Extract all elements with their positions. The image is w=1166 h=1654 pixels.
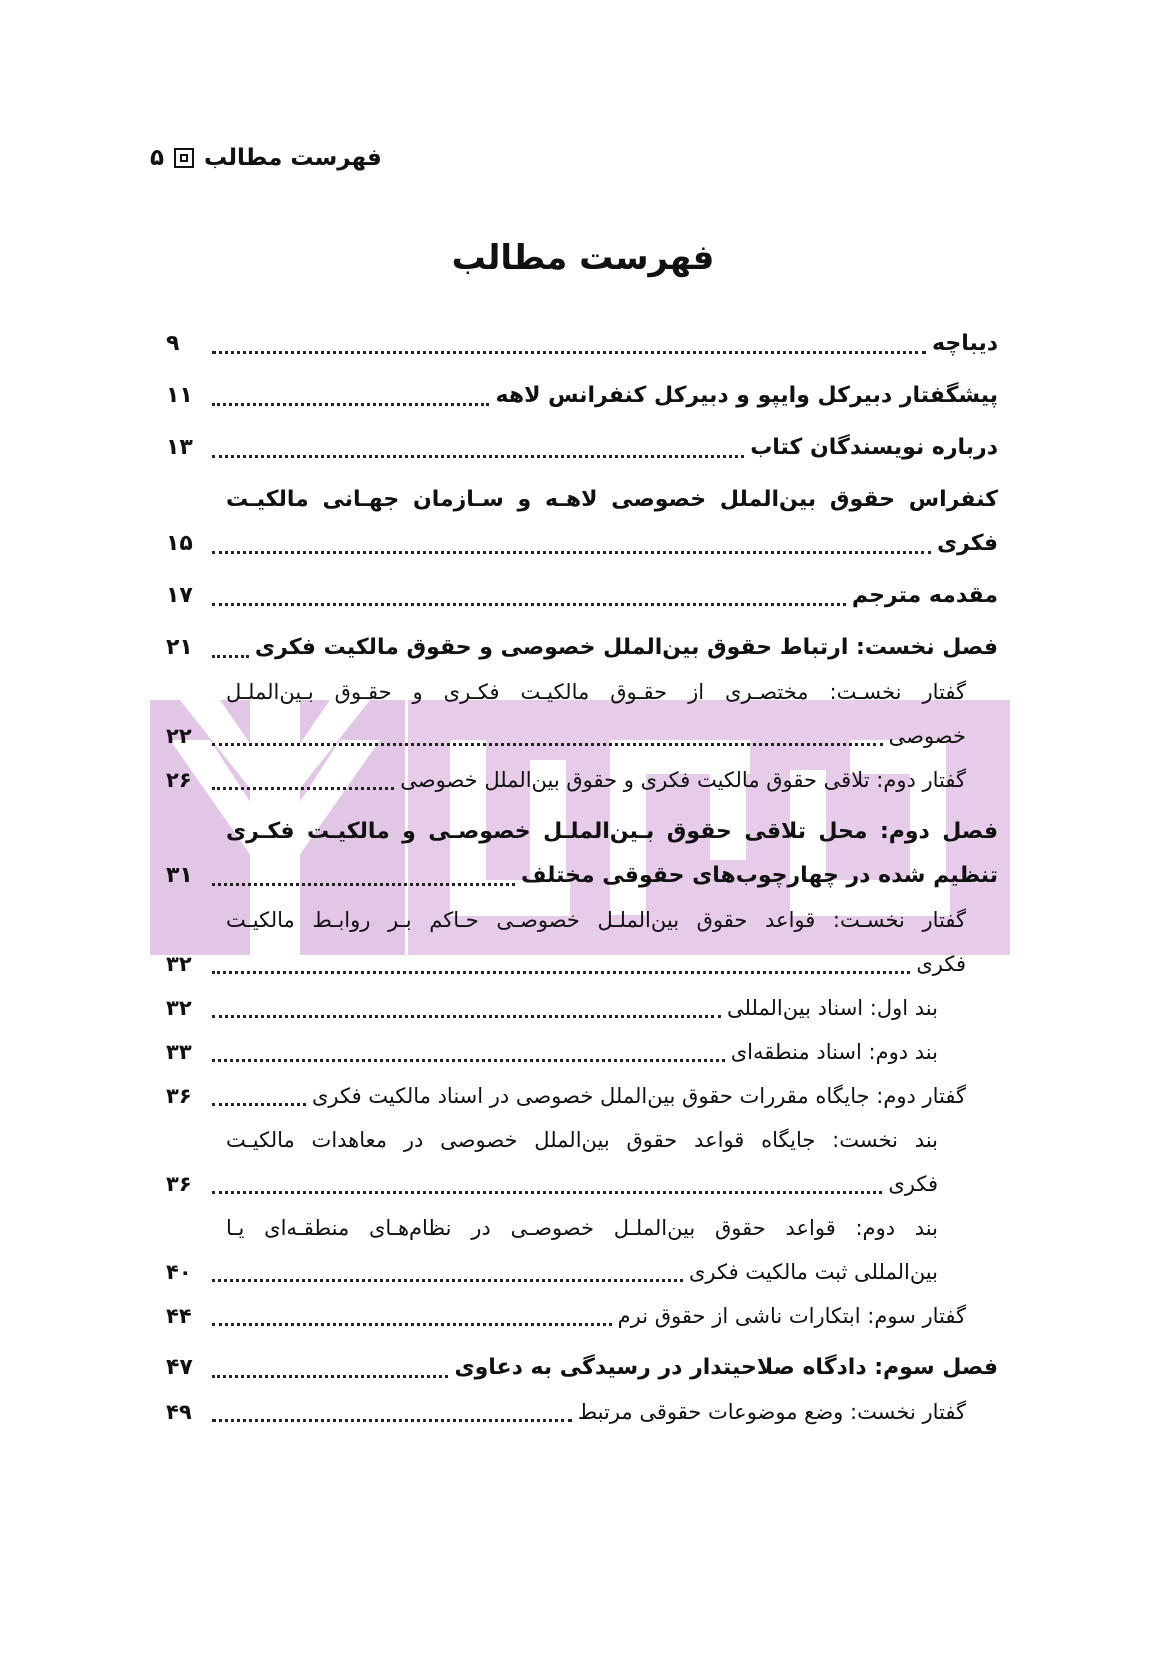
toc-entry-page: ۳۳	[166, 1040, 192, 1064]
page-number: ۵	[150, 145, 165, 171]
dot-leader	[212, 1191, 882, 1194]
toc-entry-title: بین‌المللی ثبت مالکیت فکری	[688, 1260, 938, 1284]
dot-leader	[212, 1279, 683, 1282]
dot-leader	[212, 403, 489, 406]
toc-entry-first-line: بند نخست: جایگاه قواعد حقوق بین‌الملل خصوصی در معاهدات مالکیـت	[226, 1128, 938, 1152]
toc-entry[interactable]	[166, 626, 998, 670]
toc-spacer	[166, 470, 998, 478]
toc-entry-first-line: بند دوم: قواعد حقوق بین‌الملـل خصوصـی در نظام‌هـای منطقـه‌ای یـا	[226, 1216, 938, 1240]
toc-entry-page: ۳۶	[166, 1084, 192, 1108]
toc-entry-page: ۱۱	[166, 383, 193, 408]
toc-entry[interactable]	[166, 1390, 998, 1434]
toc-entry-page: ۲۱	[166, 635, 193, 660]
dot-leader	[212, 743, 883, 746]
dot-leader	[212, 883, 515, 886]
dot-leader	[212, 1103, 306, 1106]
toc-spacer	[166, 802, 998, 810]
toc-entry-title: فکری	[936, 531, 998, 556]
toc-entry-page: ۴۷	[166, 1355, 193, 1380]
toc-entry-first-line: گفتار نخسـت: مختصـری از حقـوق مالکیـت فکـری و حقـوق بـین‌الملـل	[226, 680, 966, 704]
toc-entry-page: ۳۲	[166, 996, 192, 1020]
toc-entry[interactable]	[166, 322, 998, 366]
dot-leader	[212, 351, 926, 354]
toc-entry-page: ۱۷	[166, 583, 193, 608]
toc-entry-page: ۳۲	[166, 952, 192, 976]
toc-entry[interactable]	[166, 1250, 998, 1294]
toc-entry-title: مقدمه مترجم	[851, 583, 998, 608]
running-header-title: فهرست مطالب	[204, 145, 382, 171]
dot-leader	[212, 655, 249, 658]
toc-entry-title: پیشگفتار دبیرکل وایپو و دبیرکل کنفرانس لاهه	[495, 383, 998, 408]
toc-entry[interactable]	[166, 854, 998, 898]
dot-leader	[212, 1375, 448, 1378]
toc-spacer	[166, 1338, 998, 1346]
toc-entry-first-line: گفتار نخسـت: قواعد حقوق بین‌الملـل خصوصـی حـاکم بـر روابـط مالکیـت	[226, 908, 966, 932]
running-header	[150, 138, 450, 178]
dot-leader	[212, 1015, 721, 1018]
dot-leader	[212, 787, 394, 790]
toc-entry-page: ۱۳	[166, 435, 193, 460]
dot-leader	[212, 1323, 612, 1326]
toc-entry-title: فکری	[916, 952, 966, 976]
dot-leader	[212, 603, 846, 606]
toc-entry-first-line: فصل دوم: محل تلاقی حقوق بـین‌الملـل خصوصـی و مالکیـت فکـری	[226, 819, 998, 844]
toc-entry[interactable]	[166, 1346, 998, 1390]
toc-entry-title: تنظیم شده در چهارچوب‌های حقوقی مختلف	[520, 863, 998, 888]
toc-entry[interactable]	[166, 522, 998, 566]
toc-entry-page: ۴۴	[166, 1304, 192, 1328]
dot-leader	[212, 1059, 725, 1062]
toc-entry-page: ۲۲	[166, 724, 192, 748]
toc-entry-title: گفتار سوم: ابتکارات ناشی از حقوق نرم	[617, 1304, 966, 1328]
dot-leader	[212, 551, 931, 554]
boxed-square-icon	[174, 148, 194, 168]
toc-spacer	[166, 566, 998, 574]
toc-entry[interactable]	[166, 714, 998, 758]
toc-entry[interactable]	[166, 1030, 998, 1074]
toc-entry-title: فصل سوم: دادگاه صلاحیتدار در رسیدگی به دعاوی	[454, 1355, 998, 1380]
toc-entry[interactable]	[166, 426, 998, 470]
table-of-contents	[166, 322, 998, 1434]
toc-entry-title: بند دوم: اسناد منطقه‌ای	[730, 1040, 938, 1064]
toc-entry-title: فصل نخست: ارتباط حقوق بین‌الملل خصوصی و حقوق مالکیت فکری	[254, 635, 998, 660]
toc-entry[interactable]	[166, 1162, 998, 1206]
toc-entry-page: ۴۹	[166, 1400, 192, 1424]
toc-entry-page: ۹	[166, 331, 180, 356]
toc-entry-title: درباره نویسندگان کتاب	[750, 435, 998, 460]
toc-entry[interactable]	[166, 758, 998, 802]
toc-entry-first-line: کنفراس حقوق بین‌الملل خصوصی لاهـه و سـازمان جهـانی مالکیـت	[226, 487, 998, 512]
dot-leader	[212, 1419, 572, 1422]
toc-entry-title: گفتار دوم: تلاقی حقوق مالکیت فکری و حقوق بین‌الملل خصوصی	[400, 768, 966, 792]
toc-entry-page: ۱۵	[166, 531, 193, 556]
toc-entry[interactable]	[166, 986, 998, 1030]
toc-entry-title: دیباچه	[932, 331, 998, 356]
dot-leader	[212, 971, 910, 974]
toc-entry[interactable]	[166, 574, 998, 618]
toc-entry-title: گفتار دوم: جایگاه مقررات حقوق بین‌الملل خصوصی در اسناد مالکیت فکری	[311, 1084, 966, 1108]
toc-spacer	[166, 418, 998, 426]
toc-entry-title: گفتار نخست: وضع موضوعات حقوقی مرتبط	[577, 1400, 966, 1424]
toc-entry-page: ۴۰	[166, 1260, 192, 1284]
toc-entry-title: بند اول: اسناد بین‌المللی	[726, 996, 938, 1020]
toc-entry[interactable]	[166, 374, 998, 418]
toc-entry-title: خصوصی	[888, 724, 966, 748]
toc-entry[interactable]	[166, 1074, 998, 1118]
toc-spacer	[166, 618, 998, 626]
page-title: فهرست مطالب	[451, 238, 715, 278]
toc-spacer	[166, 366, 998, 374]
toc-entry[interactable]	[166, 942, 998, 986]
toc-entry-page: ۳۶	[166, 1172, 192, 1196]
toc-entry-page: ۳۱	[166, 863, 193, 888]
toc-entry-page: ۲۶	[166, 768, 192, 792]
toc-entry-title: فکری	[888, 1172, 938, 1196]
dot-leader	[212, 455, 744, 458]
toc-entry[interactable]	[166, 1294, 998, 1338]
